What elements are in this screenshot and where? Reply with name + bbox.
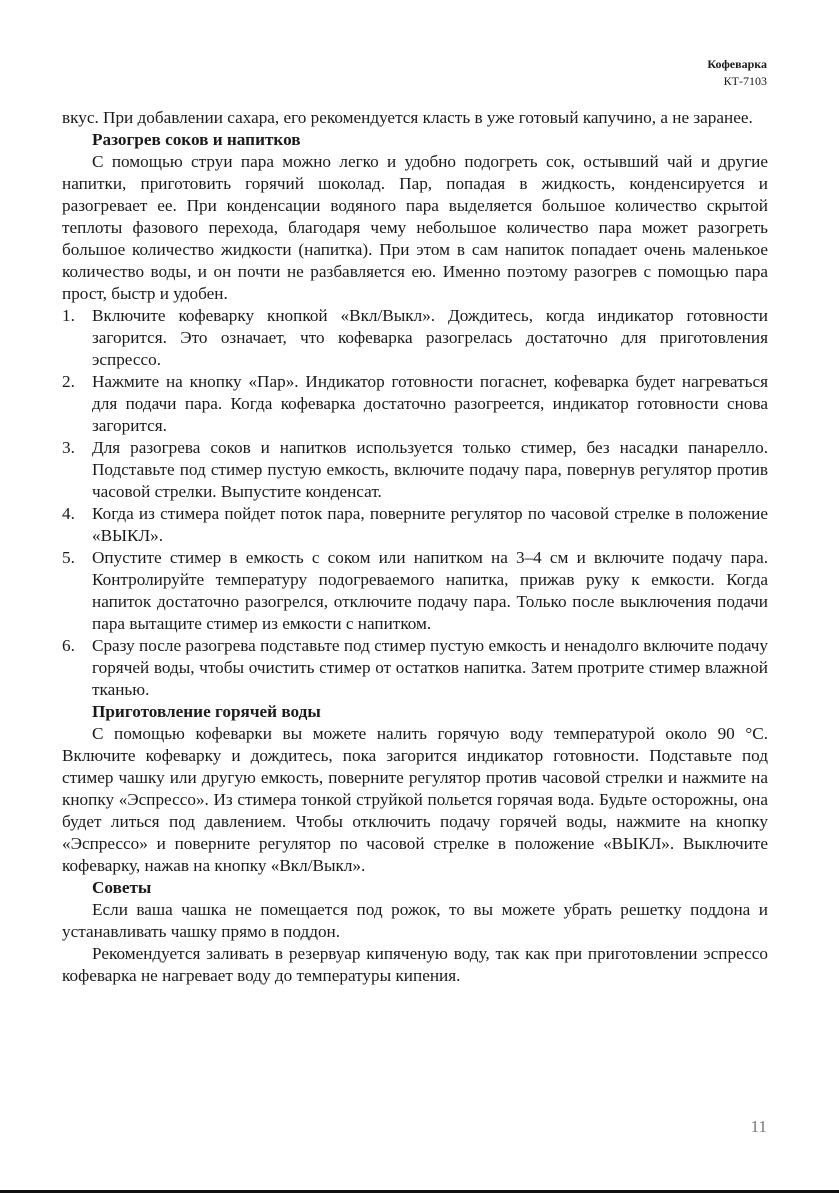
step-item (62, 305, 768, 371)
step-item (62, 437, 768, 503)
header-model: КТ-7103 (723, 74, 767, 88)
step-text: Когда из стимера пойдет поток пара, поверните регулятор по часовой стрелке в положение «ВЫКЛ». (92, 504, 768, 545)
intro-paragraph: вкус. При добавлении сахара, его рекомендуется класть в уже готовый капучино, а не заранее. (62, 108, 753, 127)
step-number: 3. (62, 438, 75, 457)
step-number: 6. (62, 636, 75, 655)
step-text: Нажмите на кнопку «Пар». Индикатор готовности погаснет, кофеварка будет нагреваться для подачи пара. Когда кофеварка достаточно разогреется, индикатор готовности снова загорится. (92, 372, 768, 435)
step-text: Опустите стимер в емкость с соком или напитком на 3–4 см и включите подачу пара. Контролируйте температуру подогреваемого напитка, прижав руку к емкости. Когда напиток достаточно разогрелся, отключите подачу пара. Только после выключения подачи пара вытащите стимер из емкости с напитком. (92, 548, 768, 633)
step-text: Сразу после разогрева подставьте под стимер пустую емкость и ненадолго включите подачу горячей воды, чтобы очистить стимер от остатков напитка. Затем протрите стимер влажной тканью. (92, 636, 768, 699)
page-number: 11 (750, 1117, 767, 1136)
step-item (62, 635, 768, 701)
step-number: 5. (62, 548, 75, 567)
tips-paragraph: Если ваша чашка не помещается под рожок, то вы можете убрать решетку поддона и устанавливать чашку прямо в поддон. (62, 900, 768, 941)
step-number: 1. (62, 306, 75, 325)
step-number: 4. (62, 504, 75, 523)
step-item (62, 503, 768, 547)
step-item (62, 371, 768, 437)
tips-paragraph: Рекомендуется заливать в резервуар кипяченую воду, так как при приготовлении эспрессо кофеварка не нагревает воду до температуры кипения. (62, 944, 768, 985)
page-content (62, 107, 768, 987)
section-title-hot-water: Приготовление горячей воды (92, 702, 321, 721)
step-text: Включите кофеварку кнопкой «Вкл/Выкл». Дождитесь, когда индикатор готовности загорится. Это означает, что кофеварка разогрелась достаточно для приготовления эспрессо. (92, 306, 768, 369)
section-paragraph-juices: С помощью струи пара можно легко и удобно подогреть сок, остывший чай и другие напитки, приготовить горячий шоколад. Пар, попадая в жидкость, конденсируется и разогревает ее. При конденсации водяного пара выделяется большое количество скрытой теплоты фазового перехода, благодаря чему небольшое количество пара может разогреть большое количество жидкости (напитка). При этом в сам напиток попадает очень маленькое количество воды, и он почти не разбавляется ею. Именно поэтому разогрев с помощью пара прост, быстр и удобен. (62, 152, 768, 303)
step-text: Для разогрева соков и напитков используется только стимер, без насадки панарелло. Подставьте под стимер пустую емкость, включите подачу пара, повернув регулятор против часовой стрелки. Выпустите конденсат. (92, 438, 768, 501)
section-title-juices: Разогрев соков и напитков (92, 130, 301, 149)
step-item (62, 547, 768, 635)
step-number: 2. (62, 372, 75, 391)
section-paragraph-hot-water: С помощью кофеварки вы можете налить горячую воду температурой около 90 °С. Включите кофеварку и дождитесь, пока загорится индикатор готовности. Подставьте под стимер чашку или другую емкость, поверните регулятор против часовой стрелки и нажмите на кнопку «Эспрессо». Из стимера тонкой струйкой польется горячая вода. Будьте осторожны, она будет литься под давлением. Чтобы отключить подачу горячей воды, нажмите на кнопку «Эспрессо» и поверните регулятор по часовой стрелке в положение «ВЫКЛ». Выключите кофеварку, нажав на кнопку «Вкл/Выкл». (62, 724, 768, 875)
steps-list (62, 305, 768, 701)
running-header (707, 56, 767, 90)
section-title-tips: Советы (92, 878, 152, 897)
header-brand: Кофеварка (707, 57, 767, 71)
